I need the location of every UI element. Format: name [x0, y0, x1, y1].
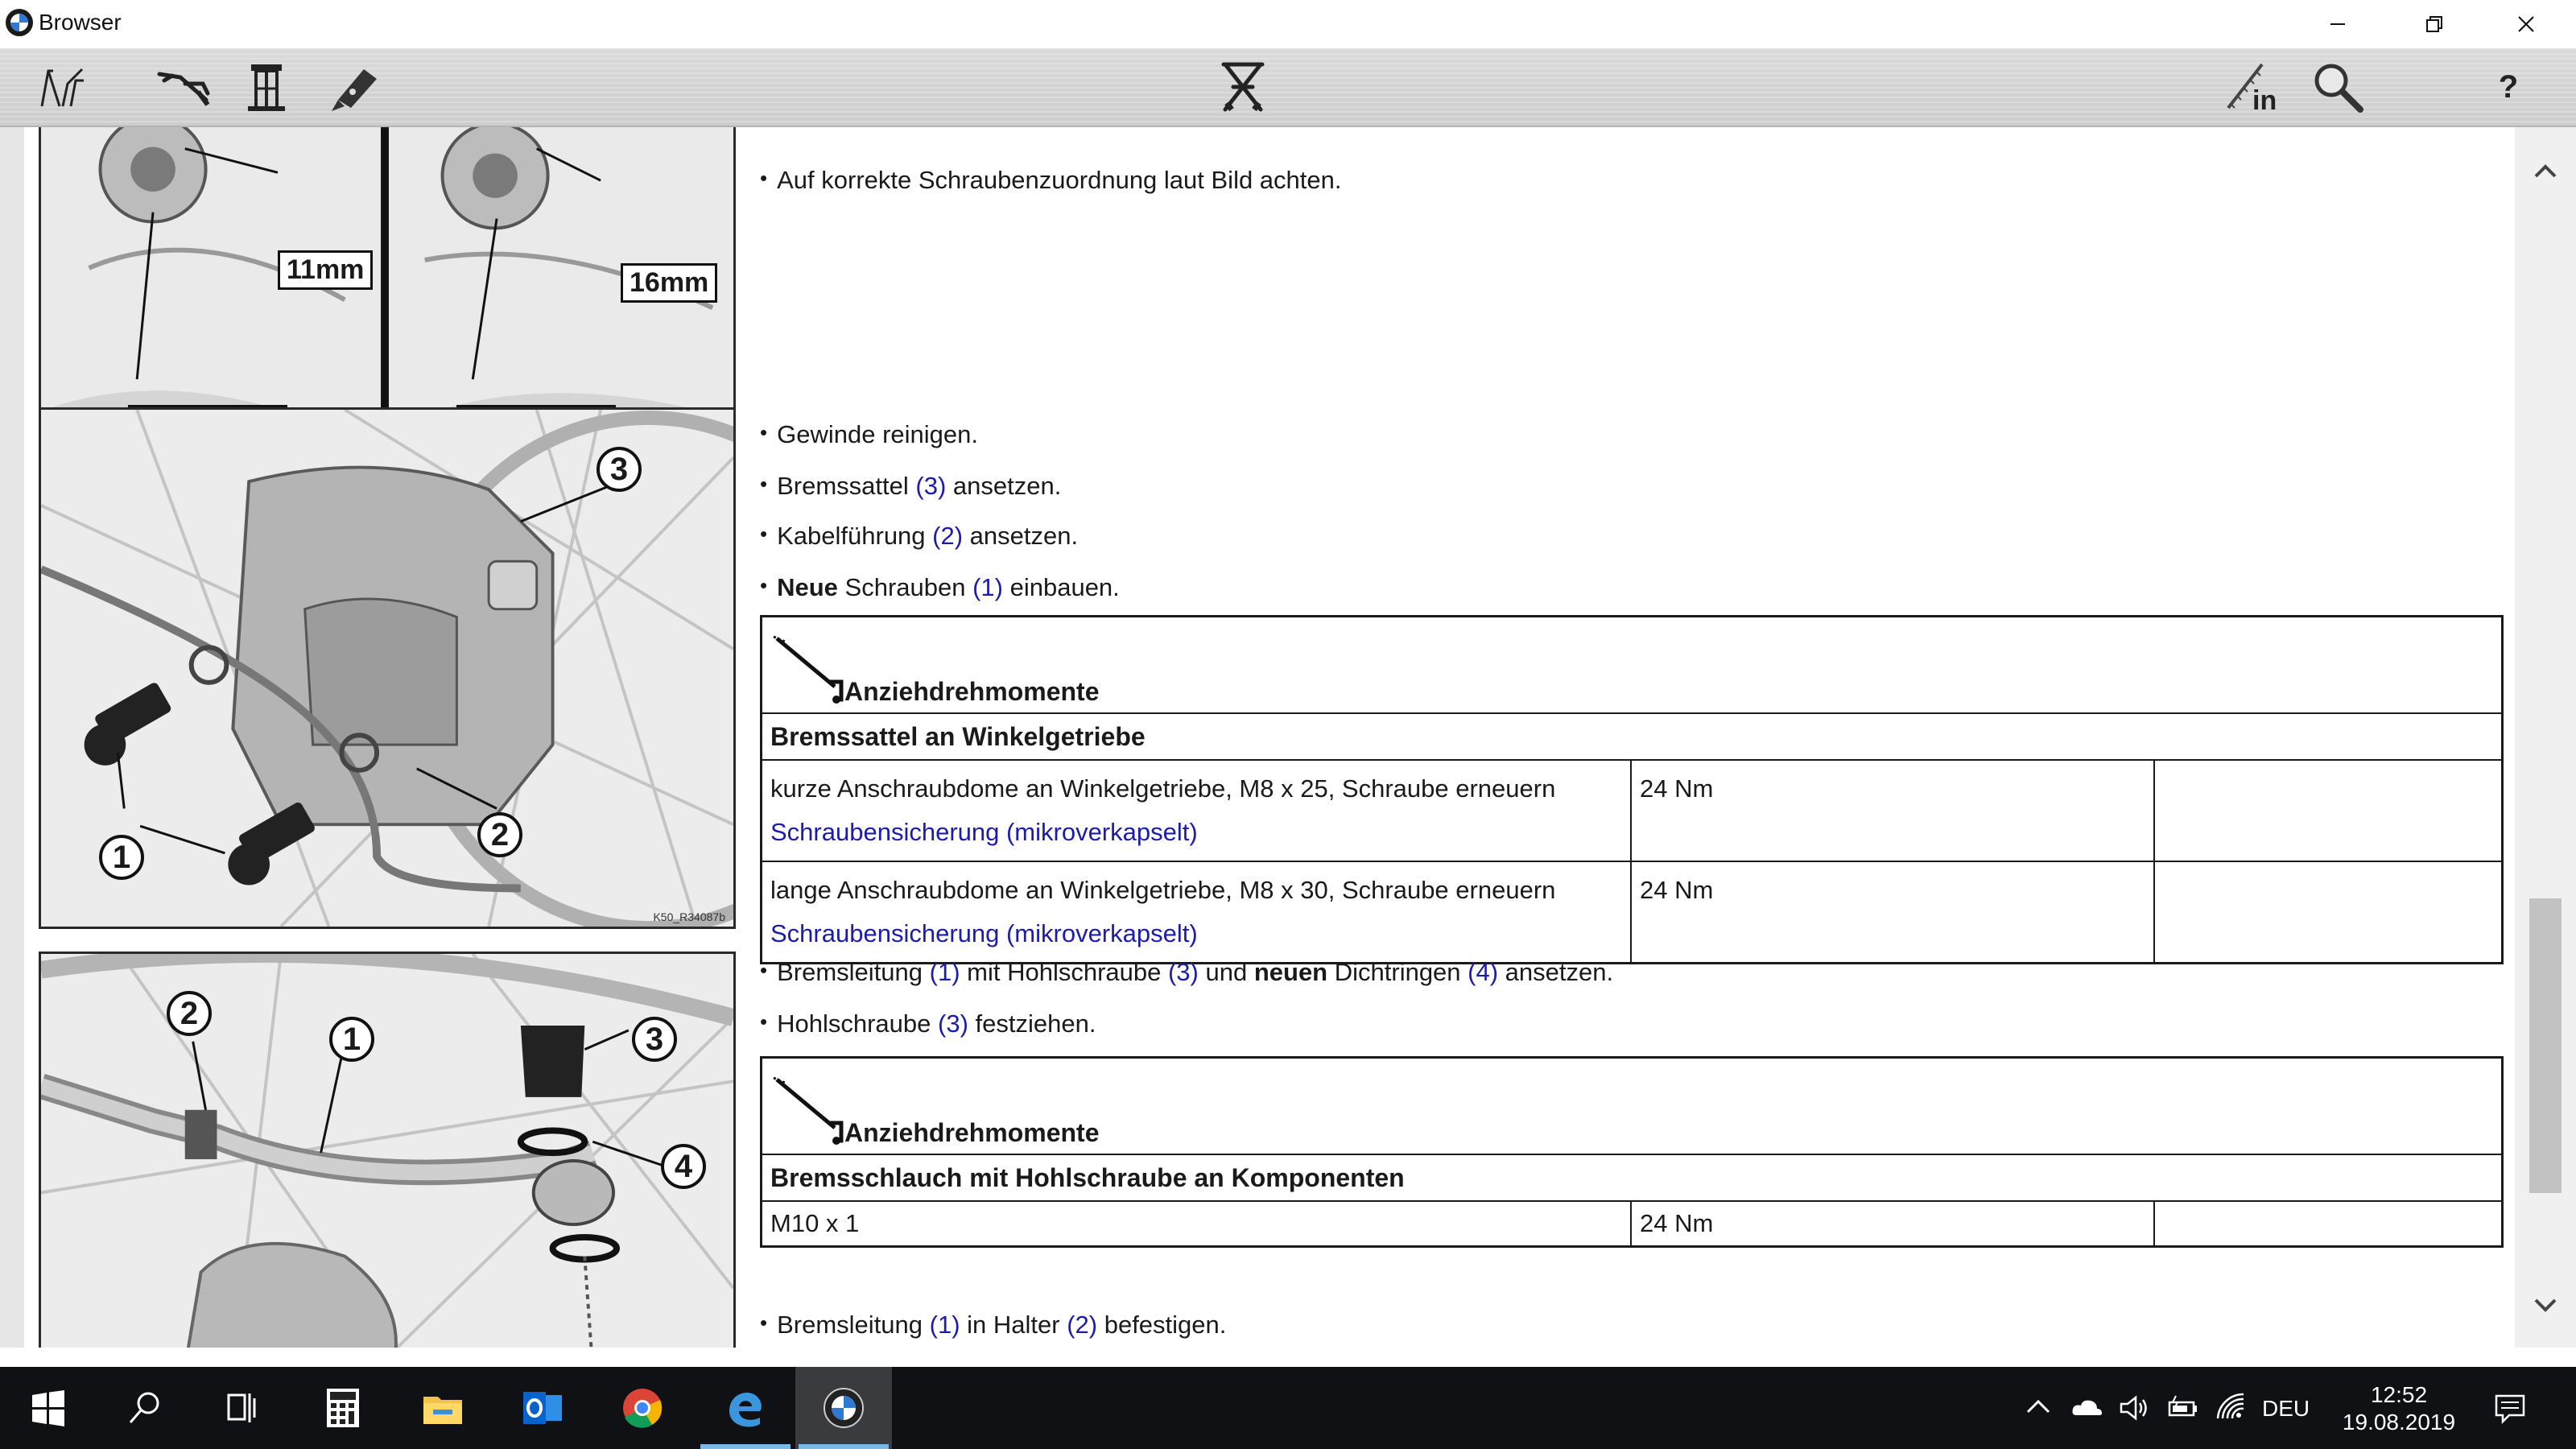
instruction-bolt-assignment: • Auf korrekte Schraubenzuordnung laut Bild achten. [760, 166, 1342, 194]
torque-value: 24 Nm [1632, 1202, 2155, 1245]
task-view-icon [221, 1387, 262, 1429]
ref-link-1[interactable]: (1) [972, 573, 1003, 601]
outlook-icon [522, 1387, 564, 1429]
network-tray[interactable] [2211, 1367, 2252, 1449]
table-row [762, 761, 2501, 862]
table-row [762, 1202, 2501, 1245]
measure-in-label: in [2252, 85, 2277, 114]
windows-icon [27, 1387, 69, 1429]
search-icon [2310, 60, 2365, 114]
speaker-icon [2118, 1391, 2152, 1425]
callout-2: 2 [477, 812, 522, 857]
clock-time: 12:52 [2370, 1382, 2428, 1407]
wrench-tools-button[interactable] [151, 55, 216, 119]
scroll-down-button[interactable] [2529, 1290, 2562, 1322]
ref-link-3[interactable]: (3) [938, 1009, 968, 1038]
figure-brake-line [39, 952, 736, 1348]
callout-1: 1 [99, 835, 144, 880]
input-language[interactable]: DEU [2262, 1396, 2310, 1421]
wrench-tools-icon [156, 60, 211, 114]
torque-table-brake-hose [760, 1056, 2504, 1248]
pen-tool-button[interactable] [322, 55, 386, 119]
start-button[interactable] [0, 1367, 97, 1449]
torque-wrench-icon [770, 630, 851, 704]
diagram-nav-button[interactable] [31, 55, 95, 119]
minimize-button[interactable] [2299, 0, 2376, 48]
instruction-tighten-banjo: • Hohlschraube (3) festziehen. [760, 1009, 1096, 1038]
ref-link-1[interactable]: (1) [929, 958, 960, 986]
chevron-up-icon [2021, 1391, 2055, 1425]
figure-code: K50_R34087b [653, 910, 725, 923]
restore-button[interactable] [2396, 0, 2473, 48]
crossed-tools-icon [1216, 60, 1270, 114]
torque-description: lange Anschraubdome an Winkelgetriebe, M8 x 30, Schraube erneuern [770, 876, 1556, 904]
threadlock-link[interactable]: Schraubensicherung (mikroverkapselt) [770, 818, 1198, 846]
file-explorer-app[interactable] [394, 1367, 491, 1449]
instruction-cable-guide: • Kabelführung (2) ansetzen. [760, 522, 1079, 550]
show-hidden-icons-button[interactable] [2017, 1367, 2059, 1449]
torque-table-title: Anziehdrehmomente [844, 677, 1100, 706]
diagram-nav-icon [35, 60, 90, 114]
figure-brake-caliper [39, 407, 736, 929]
crossed-tools-button[interactable] [1211, 55, 1275, 119]
torque-extra-cell [2155, 1202, 2501, 1245]
size-label-11mm: 11mm [278, 250, 373, 290]
instruction-clean-threads: • Gewinde reinigen. [760, 420, 978, 448]
torque-description-cell [762, 761, 1632, 861]
torque-table-header [762, 1059, 2501, 1155]
instruction-caliper: • Bremssattel (3) ansetzen. [760, 472, 1062, 500]
chrome-app[interactable] [594, 1367, 691, 1449]
instruction-brake-line: • Bremsleitung (1) mit Hohlschraube (3) und neuen Dichtringen (4) ansetzen. [760, 958, 1614, 986]
notification-icon [2493, 1391, 2527, 1425]
instruction-fix-brake-line: • Bremsleitung (1) in Halter (2) befestigen. [760, 1311, 1227, 1339]
ref-link-2[interactable]: (2) [1067, 1311, 1098, 1339]
callout-2: 2 [167, 991, 212, 1036]
size-label-16mm: 16mm [621, 263, 717, 303]
torque-wrench-icon [770, 1071, 851, 1146]
ref-link-1[interactable]: (1) [929, 1311, 960, 1339]
chevron-up-icon [2533, 163, 2557, 179]
measure-in-button[interactable] [2219, 55, 2283, 119]
parts-icon [240, 60, 295, 114]
torque-table-subheader: Bremsschlauch mit Hohlschraube an Komponenten [762, 1155, 2501, 1202]
edge-app[interactable] [697, 1367, 794, 1449]
volume-tray[interactable] [2114, 1367, 2156, 1449]
ref-link-3[interactable]: (3) [1167, 958, 1199, 986]
battery-tray[interactable] [2162, 1367, 2204, 1449]
search-icon [124, 1387, 166, 1429]
ref-link-4[interactable]: (4) [1468, 958, 1499, 986]
help-button[interactable] [2476, 55, 2541, 119]
torque-table-title: Anziehdrehmomente [844, 1118, 1100, 1147]
clock-date: 19.08.2019 [2342, 1410, 2456, 1435]
instruction-text: Auf korrekte Schraubenzuordnung laut Bild achten. [777, 166, 1342, 194]
title-bar [0, 0, 2576, 48]
calculator-icon [322, 1387, 364, 1429]
cloud-icon [2070, 1391, 2103, 1425]
callout-3: 3 [597, 447, 642, 492]
close-button[interactable] [2487, 0, 2565, 48]
window-title: Browser [39, 10, 122, 35]
instruction-new-bolts: • Neue Schrauben (1) einbauen. [760, 573, 1120, 601]
scrollbar-thumb[interactable] [2529, 898, 2562, 1193]
taskbar [0, 1367, 2576, 1449]
figure-brake-line-drawing [41, 954, 733, 1348]
folder-icon [422, 1387, 464, 1429]
edge-icon [724, 1387, 766, 1429]
close-icon [2516, 14, 2537, 35]
bmw-logo-icon [823, 1387, 865, 1429]
help-icon: ? [2498, 68, 2519, 105]
clock[interactable] [2318, 1381, 2479, 1436]
document-content [0, 127, 2576, 1348]
search-button[interactable] [2306, 55, 2370, 119]
minimize-icon [2327, 14, 2348, 35]
search-taskbar-button[interactable] [97, 1367, 193, 1449]
battery-icon [2166, 1391, 2200, 1425]
bmw-logo-icon [5, 8, 34, 37]
torque-table-subheader: Bremssattel an Winkelgetriebe [762, 714, 2501, 761]
ref-link-2[interactable]: (2) [932, 522, 964, 550]
torque-description-cell [762, 862, 1632, 962]
torque-table-header [762, 617, 2501, 714]
callout-1: 1 [329, 1017, 374, 1062]
torque-extra-cell [2155, 761, 2501, 861]
chevron-down-icon [2533, 1298, 2557, 1314]
vertical-scrollbar[interactable] [2515, 127, 2576, 1348]
action-center-button[interactable] [2489, 1367, 2531, 1449]
parts-button[interactable] [235, 55, 299, 119]
torque-description: M10 x 1 [762, 1202, 1632, 1245]
calculator-app[interactable] [295, 1367, 391, 1449]
torque-description: kurze Anschraubdome an Winkelgetriebe, M8 x 25, Schraube erneuern [770, 774, 1556, 803]
ref-link-3[interactable]: (3) [915, 472, 947, 500]
instruction-text: Gewinde reinigen. [777, 420, 978, 448]
onedrive-tray[interactable] [2066, 1367, 2107, 1449]
chrome-icon [621, 1387, 663, 1429]
torque-extra-cell [2155, 862, 2501, 962]
torque-value: 24 Nm [1632, 761, 2155, 861]
callout-4: 4 [661, 1144, 706, 1189]
callout-3: 3 [632, 1017, 677, 1062]
threadlock-link[interactable]: Schraubensicherung (mikroverkapselt) [770, 919, 1198, 947]
scroll-up-button[interactable] [2529, 155, 2562, 187]
wifi-icon [2215, 1391, 2248, 1425]
task-view-button[interactable] [193, 1367, 290, 1449]
toolbar [0, 48, 2576, 127]
bmw-browser-app[interactable] [795, 1367, 892, 1449]
restore-icon [2424, 14, 2445, 35]
measure-in-icon [2223, 60, 2278, 114]
pen-tool-icon [327, 60, 382, 114]
outlook-app[interactable] [494, 1367, 591, 1449]
left-margin [0, 127, 24, 1348]
torque-table-caliper [760, 615, 2504, 964]
table-row [762, 862, 2501, 962]
torque-value: 24 Nm [1632, 862, 2155, 962]
